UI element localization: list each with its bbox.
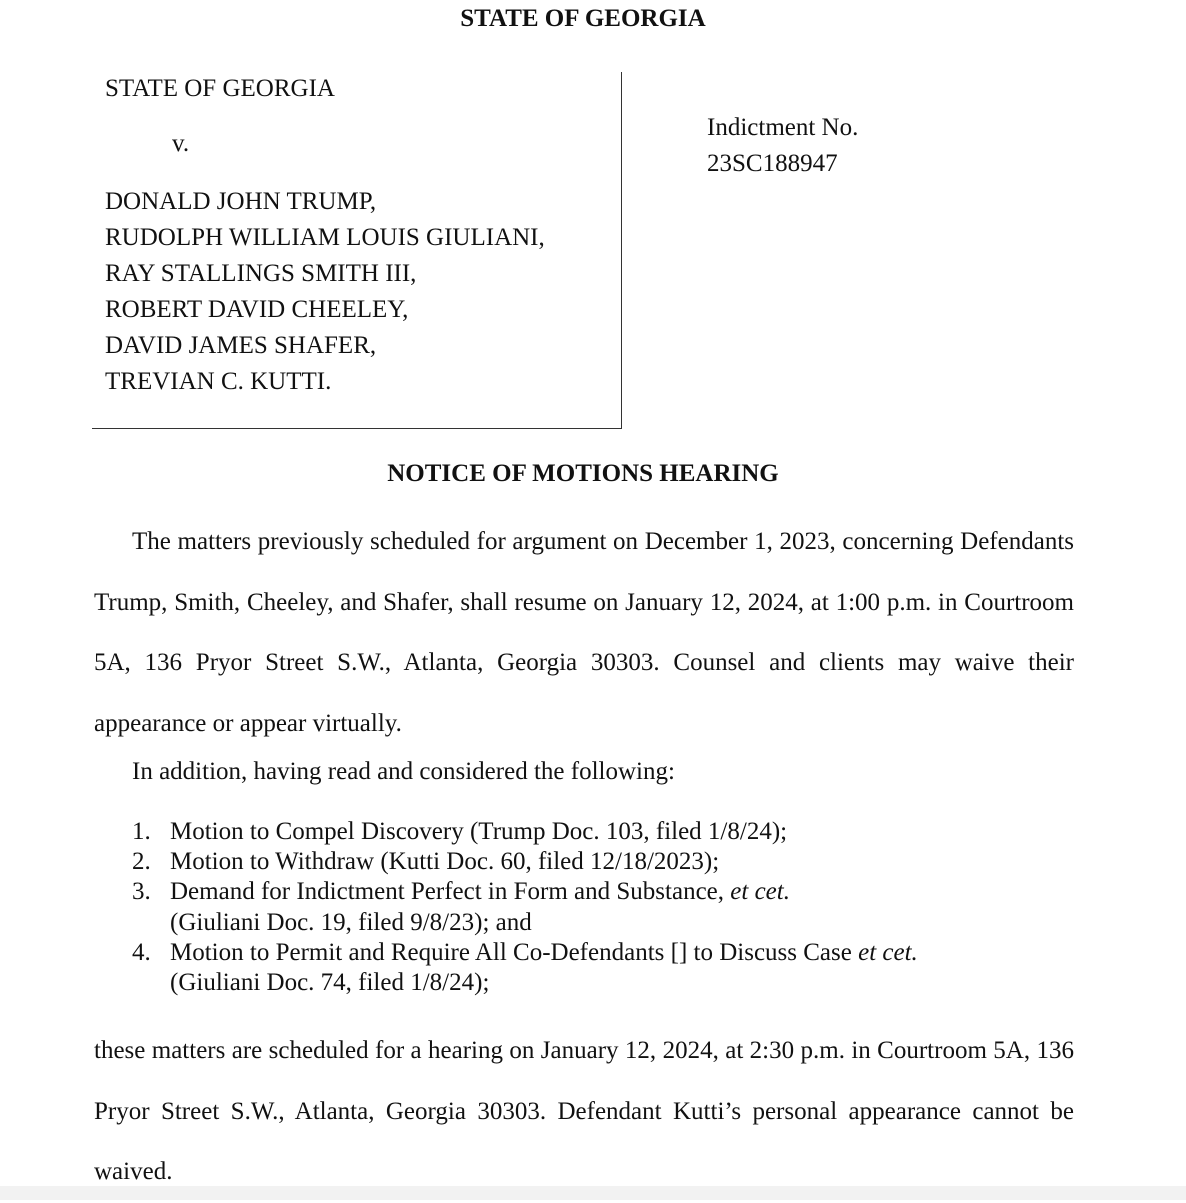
hearing-paragraph: The matters previously scheduled for argument on December 1, 2023, concerning Defendants Trump, Smith, Cheeley, and Shafer, shall resume on January 12, 2024, at 1:00 p.m. in Courtroom 5A, 136 Pryor Street S.W., Atlanta, Georgia 30303. Counsel and clients may waive their appearance or appear virtually. [94,528,1074,737]
motion-item [132,847,918,877]
indictment-label: Indictment No. [707,114,859,141]
defendant-name: DONALD JOHN TRUMP, [105,188,377,215]
motion-citation: (Giuliani Doc. 74, filed 1/8/24); [170,969,490,997]
case-caption-box [92,72,622,429]
plaintiff-name: STATE OF GEORGIA [105,75,335,102]
considered-intro: In addition, having read and considered the following: [132,758,675,785]
motion-italic: et cet. [730,878,790,906]
motion-number: 1. [132,818,151,845]
defendant-name: RAY STALLINGS SMITH III, [105,260,417,287]
motion-number: 2. [132,848,151,876]
court-heading: STATE OF GEORGIA [460,5,706,32]
indictment-block [707,110,858,182]
motion-item [132,877,918,937]
motion-italic: et cet. [858,938,918,966]
versus-label: v. [172,130,190,157]
defendant-name: DAVID JAMES SHAFER, [105,332,377,359]
motion-item [132,817,918,847]
defendant-name: ROBERT DAVID CHEELEY, [105,296,409,323]
motion-text: Motion to Compel Discovery (Trump Doc. 103, filed 1/8/24); [170,818,788,845]
indictment-number: 23SC188947 [707,150,838,177]
motion-text: Motion to Withdraw (Kutti Doc. 60, filed 12/18/2023); [170,848,720,876]
scheduling-paragraph: these matters are scheduled for a hearing on January 12, 2024, at 2:30 p.m. in Courtroom 5A, 136 Pryor Street S.W., Atlanta, Georgia 30303. Defendant Kutti’s personal appearance cannot be waived. [94,1037,1074,1185]
motion-text: Demand for Indictment Perfect in Form and Substance, [170,878,731,906]
motion-number: 3. [132,878,151,906]
motion-citation: (Giuliani Doc. 19, filed 9/8/23); and [170,908,532,936]
page-bottom-edge [0,1186,1186,1200]
defendant-name: TREVIAN C. KUTTI. [105,368,332,395]
defendant-name: RUDOLPH WILLIAM LOUIS GIULIANI, [105,224,545,251]
motion-item [132,938,918,998]
defendants-list [105,184,545,400]
motions-list [132,817,918,998]
motion-number: 4. [132,938,151,966]
motion-text: Motion to Permit and Require All Co-Defendants [] to Discuss Case [170,938,859,966]
notice-title: NOTICE OF MOTIONS HEARING [387,460,779,487]
